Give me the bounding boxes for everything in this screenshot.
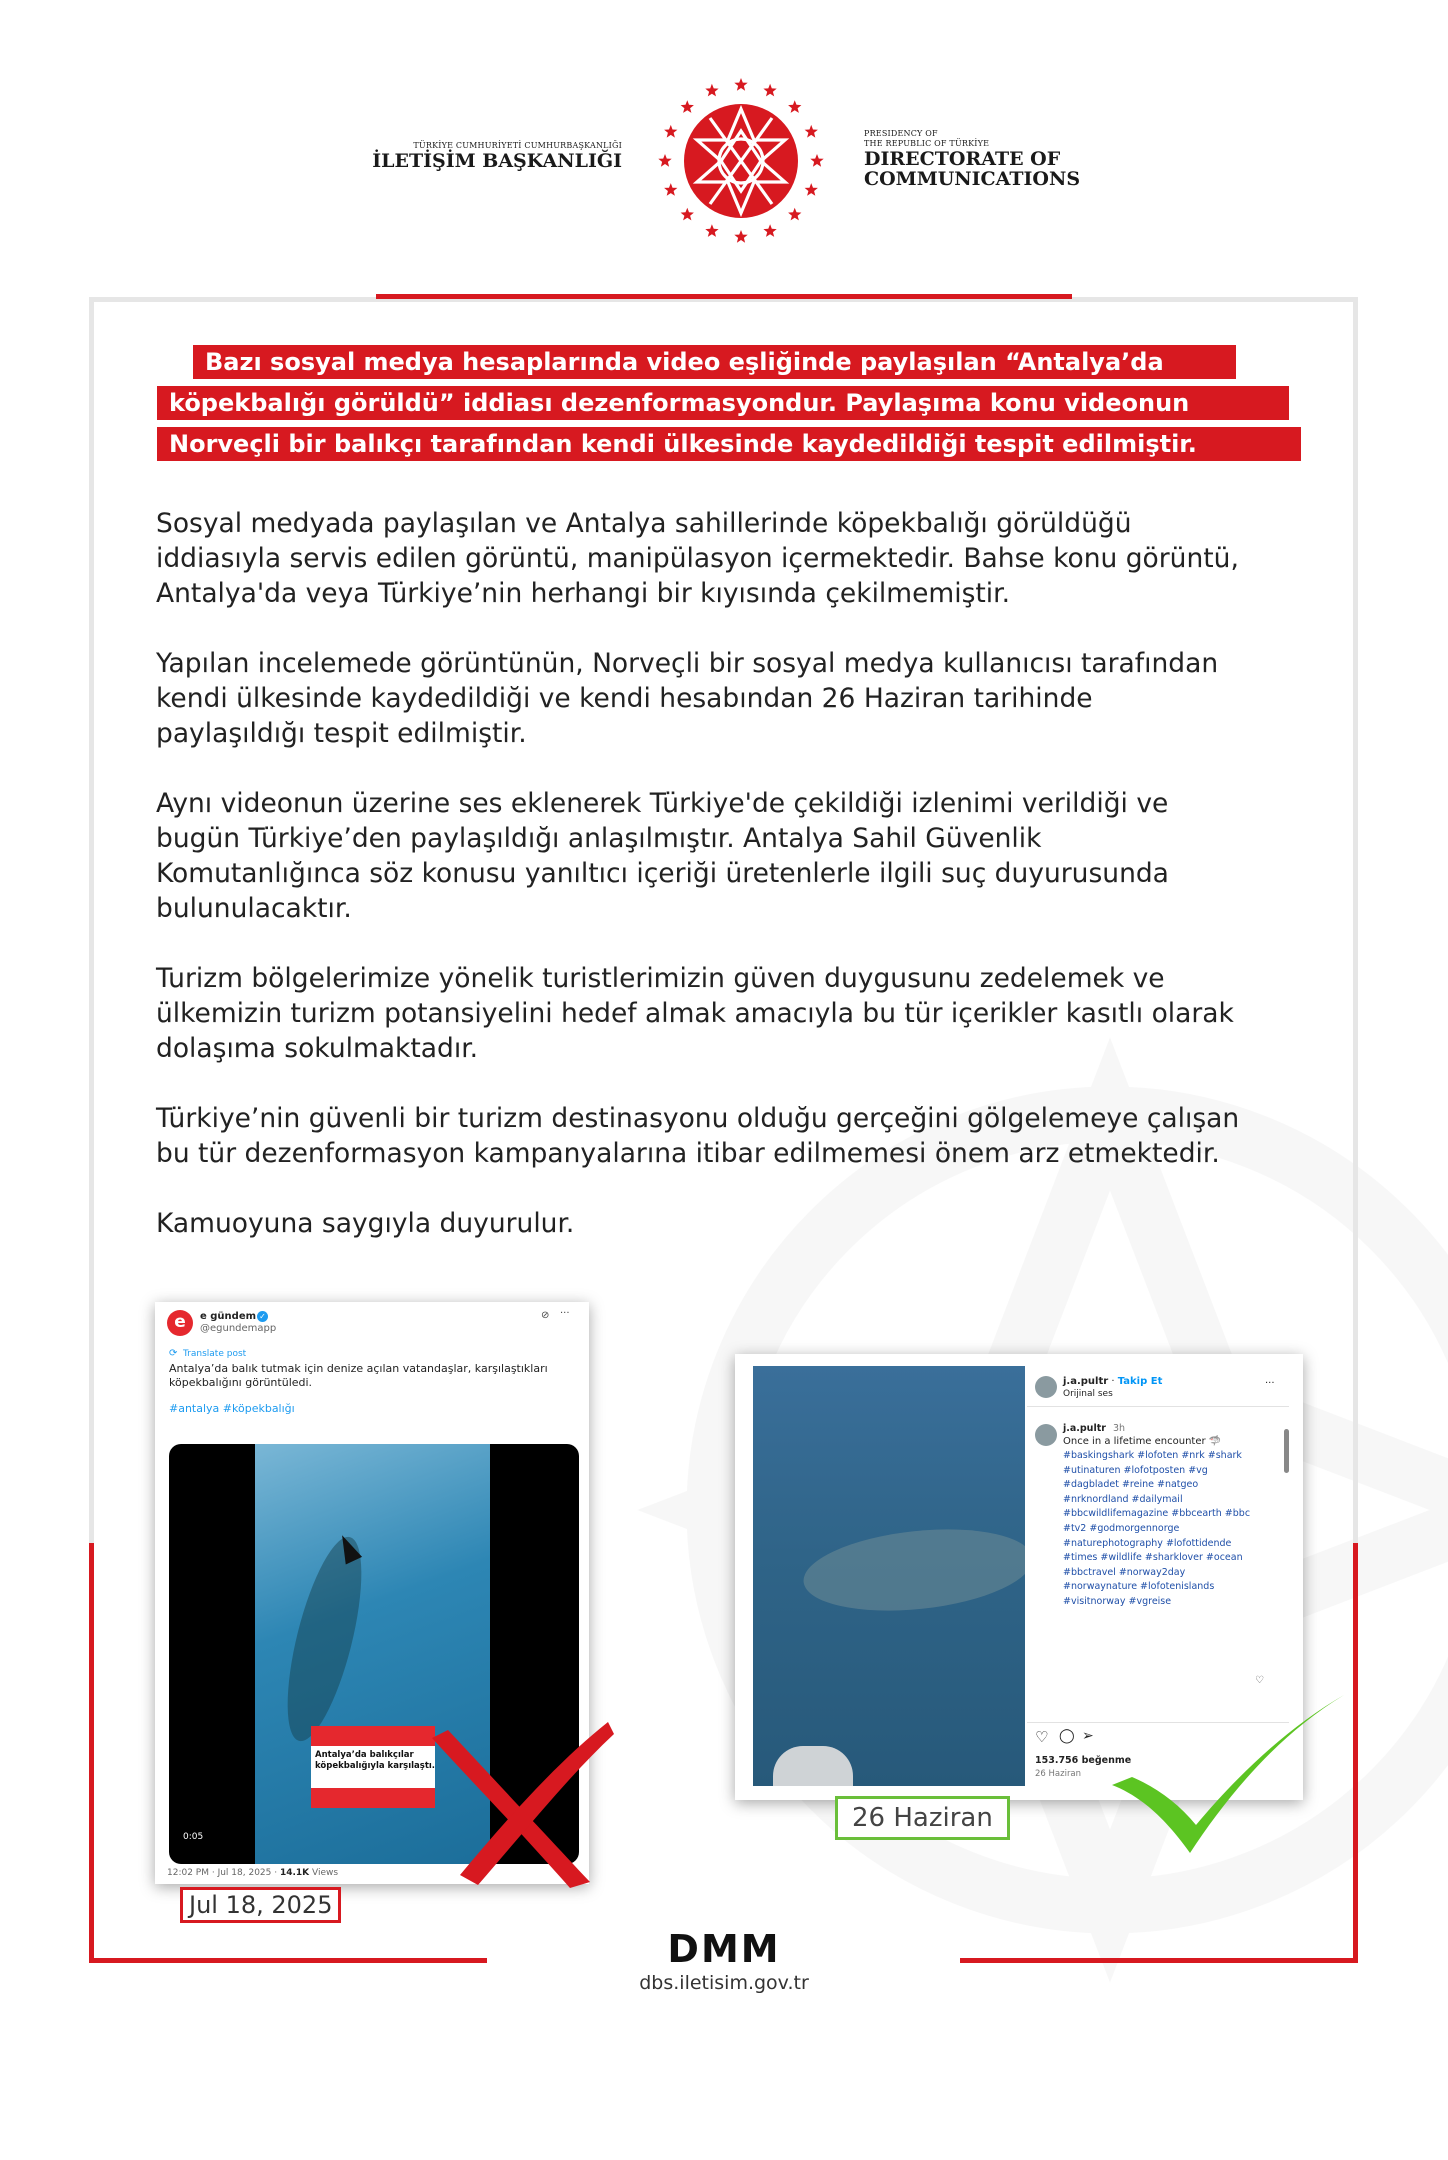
boat-edge xyxy=(773,1746,853,1786)
original-audio-label: Orijinal ses xyxy=(1063,1389,1113,1399)
account-name: e gündem xyxy=(200,1311,257,1322)
paragraph-6 xyxy=(156,1206,1316,1241)
translate-post-link[interactable]: Translate post xyxy=(183,1349,247,1359)
paragraph-1-line-1: Sosyal medyada paylaşılan ve Antalya sahillerinde köpekbalığı görüldüğü xyxy=(156,508,1132,539)
dot-separator: · xyxy=(1111,1376,1118,1387)
header-left-title: İLETİŞİM BAŞKANLIĞI xyxy=(372,150,622,172)
instagram-video[interactable] xyxy=(753,1366,1025,1786)
hashtag-line-1[interactable]: #baskingshark #lofoten #nrk #shark xyxy=(1063,1450,1242,1461)
comment-age: 3h xyxy=(1112,1423,1126,1434)
fake-post-date-highlight: Jul 18, 2025 xyxy=(180,1887,341,1923)
post-meta xyxy=(167,1867,338,1880)
caption-line-2: köpekbalığıyla karşılaştı. xyxy=(315,1761,436,1771)
frame-right-bottom-accent xyxy=(1353,1543,1358,1963)
comment-like-icon[interactable]: ♡ xyxy=(1255,1675,1264,1686)
green-check-mark-icon xyxy=(1108,1685,1348,1865)
hashtag-line-8[interactable]: #times #wildlife #sharklover #ocean xyxy=(1063,1552,1243,1564)
comment-username: j.a.pultr xyxy=(1063,1423,1106,1434)
post-text-line-1: Antalya’da balık tutmak için denize açılan vatandaşlar, karşılaştıkları xyxy=(169,1362,548,1375)
paragraph-5-line-2: bu tür dezenformasyon kampanyalarına itibar edilmemesi önem arz etmektedir. xyxy=(156,1138,1220,1169)
headline-line-2: köpekbalığı görüldü” iddiası dezenformasyondur. Paylaşıma konu videonun xyxy=(157,386,1289,420)
video-caption-card xyxy=(311,1726,435,1808)
emblem-star-icon xyxy=(810,154,823,167)
views-count: 14.1K xyxy=(279,1868,310,1878)
comment-icon[interactable]: ◯ xyxy=(1059,1728,1075,1744)
emblem-star-icon xyxy=(705,84,718,97)
paragraph-3-line-1: Aynı videonun üzerine ses eklenerek Türkiye'de çekildiği izlenimi verildiği ve xyxy=(156,788,1169,819)
emblem-star-icon xyxy=(664,183,677,196)
footer-url[interactable]: dbs.iletisim.gov.tr xyxy=(639,1972,809,1994)
paragraph-2-line-2: kendi ülkesinde kaydedildiği ve kendi hesabından 26 Haziran tarihinde xyxy=(156,683,1093,714)
hashtag-line-3[interactable]: #dagbladet #reine #natgeo xyxy=(1063,1479,1199,1491)
hashtag-line-6[interactable]: #tv2 #godmorgennorge xyxy=(1063,1522,1180,1534)
header-right-title-1: DIRECTORATE OF xyxy=(864,148,1061,170)
emblem-star-icon xyxy=(681,208,694,221)
emblem-star-icon xyxy=(734,78,747,91)
comment-header xyxy=(1063,1422,1125,1435)
paragraph-3-line-3: Komutanlığınca söz konusu yanıltıcı içeriği üretenlerle ilgili suç duyurusunda xyxy=(156,858,1169,889)
hashtag-block xyxy=(1063,1449,1263,1610)
hashtag-line-7[interactable]: #naturephotography #lofottidende xyxy=(1063,1537,1232,1549)
emblem-star-icon xyxy=(763,84,776,97)
paragraph-5-line-1: Türkiye’nin güvenli bir turizm destinasyonu olduğu gerçeğini gölgelemeye çalışan xyxy=(156,1103,1240,1134)
hashtag-line-4[interactable]: #nrknordland #dailymail xyxy=(1063,1493,1183,1505)
account-handle: @egundemapp xyxy=(200,1323,277,1334)
frame-left-border xyxy=(89,297,94,1547)
translate-icon: ⟳ xyxy=(169,1348,178,1359)
comment-avatar xyxy=(1035,1424,1057,1446)
instagram-username-text: j.a.pultr xyxy=(1063,1376,1109,1387)
e-gundem-avatar: e xyxy=(167,1310,193,1336)
emblem-star-icon xyxy=(658,154,671,167)
instagram-avatar xyxy=(1035,1376,1057,1398)
more-options-icon[interactable]: ··· xyxy=(560,1308,570,1319)
emblem-star-icon xyxy=(734,230,747,243)
views-label: Views xyxy=(312,1868,339,1878)
emblem-star-icon xyxy=(805,125,818,138)
hashtag-line-2[interactable]: #utinaturen #lofotposten #vg xyxy=(1063,1464,1208,1476)
headline-line-3: Norveçli bir balıkçı tarafından kendi ülkesinde kaydedildiği tespit edilmiştir. xyxy=(157,427,1301,461)
hashtag-line-9[interactable]: #bbctravel #norway2day xyxy=(1063,1566,1186,1578)
caption-text: Once in a lifetime encounter 🦈 xyxy=(1063,1436,1222,1447)
paragraph-2-line-3: paylaşıldığı tespit edilmiştir. xyxy=(156,718,527,749)
emblem-star-icon xyxy=(681,100,694,113)
paragraph-1-line-3: Antalya'da veya Türkiye’nin herhangi bir kıyısında çekilmemiştir. xyxy=(156,578,1011,609)
frame-bottom-left-accent xyxy=(89,1958,487,1963)
paragraph-4-line-2: ülkemizin turizm potansiyelini hedef almak amacıyla bu tür içerikler kasıtlı olarak xyxy=(156,998,1234,1029)
paragraph-3-line-2: bugün Türkiye’den paylaşıldığı anlaşılmıştır. Antalya Sahil Güvenlik xyxy=(156,823,1042,854)
frame-left-bottom-accent xyxy=(89,1543,94,1963)
emblem-star-icon xyxy=(788,208,801,221)
header-left-text xyxy=(372,141,622,171)
paragraph-4-line-3: dolaşıma sokulmaktadır. xyxy=(156,1033,479,1064)
hashtag-line-10[interactable]: #norwaynature #lofotenislands xyxy=(1063,1581,1215,1593)
header-left-subtitle: TÜRKİYE CUMHURİYETİ CUMHURBAŞKANLIĞI xyxy=(413,141,622,150)
share-icon[interactable]: ➢ xyxy=(1082,1728,1094,1744)
like-icon[interactable]: ♡ xyxy=(1035,1728,1049,1746)
header-divider xyxy=(1027,1406,1289,1407)
presidency-emblem-icon xyxy=(655,76,827,246)
post-hashtags[interactable]: #antalya #köpekbalığı xyxy=(169,1402,295,1415)
red-x-mark-icon xyxy=(420,1700,615,1895)
paragraph-2-line-1: Yapılan incelemede görüntünün, Norveçli bir sosyal medya kullanıcısı tarafından xyxy=(156,648,1219,679)
paragraph-3 xyxy=(156,786,1316,926)
post-text-line-2: köpekbalığını görüntüledi. xyxy=(169,1376,313,1389)
instagram-username xyxy=(1063,1375,1162,1388)
video-timestamp: 0:05 xyxy=(183,1832,204,1842)
paragraph-1 xyxy=(156,506,1316,611)
paragraph-4 xyxy=(156,961,1316,1066)
emblem-star-icon xyxy=(763,224,776,237)
header xyxy=(0,0,1448,260)
emblem-star-icon xyxy=(788,100,801,113)
paragraph-4-line-1: Turizm bölgelerimize yönelik turistlerimizin güven duygusunu zedelemek ve xyxy=(156,963,1165,994)
comments-scrollbar[interactable] xyxy=(1284,1429,1289,1473)
headline-line-1: Bazı sosyal medya hesaplarında video eşliğinde paylaşılan “Antalya’da xyxy=(193,345,1236,379)
hashtag-line-11[interactable]: #visitnorway #vgreise xyxy=(1063,1595,1172,1607)
frame-bottom-right-accent xyxy=(960,1958,1358,1963)
dmm-logo: DMM xyxy=(667,1927,781,1971)
frame-top-accent xyxy=(376,294,1072,299)
header-right-subtitle-2: THE REPUBLIC OF TÜRKİYE xyxy=(864,139,990,148)
post-date-small: 26 Haziran xyxy=(1035,1769,1082,1779)
emblem-star-icon xyxy=(805,183,818,196)
header-right-subtitle-1: PRESIDENCY OF xyxy=(864,129,938,138)
emblem-star-icon xyxy=(705,224,718,237)
paragraph-3-line-4: bulunulacaktır. xyxy=(156,893,352,924)
instagram-more-icon[interactable]: ··· xyxy=(1265,1378,1275,1389)
header-right-title-2: COMMUNICATIONS xyxy=(864,168,1081,190)
paragraph-5 xyxy=(156,1101,1316,1171)
caption-footer-bar xyxy=(311,1788,435,1808)
basking-shark-shape xyxy=(800,1519,1025,1621)
header-right-text xyxy=(864,129,1124,189)
caption-line-1: Antalya’da balıkçılar xyxy=(315,1750,414,1760)
grok-icon: ⊘ xyxy=(541,1310,550,1321)
hashtag-line-5[interactable]: #bbcwildlifemagazine #bbcearth #bbc xyxy=(1063,1508,1251,1520)
emblem-star-icon xyxy=(664,125,677,138)
paragraph-2 xyxy=(156,646,1316,751)
caption-header-bar xyxy=(311,1726,435,1746)
frame-right-border xyxy=(1353,297,1358,1547)
verified-badge-icon: ✓ xyxy=(257,1311,268,1322)
like-count: 153.756 beğenme xyxy=(1035,1755,1132,1766)
paragraph-6-line-1: Kamuoyuna saygıyla duyurulur. xyxy=(156,1208,575,1239)
follow-button[interactable]: Takip Et xyxy=(1117,1376,1163,1387)
original-post-date-highlight: 26 Haziran xyxy=(835,1796,1010,1840)
post-time: 12:02 PM · Jul 18, 2025 · xyxy=(167,1868,278,1878)
paragraph-1-line-2: iddiasıyla servis edilen görüntü, manipülasyon içermektedir. Bahse konu görüntü, xyxy=(156,543,1239,574)
